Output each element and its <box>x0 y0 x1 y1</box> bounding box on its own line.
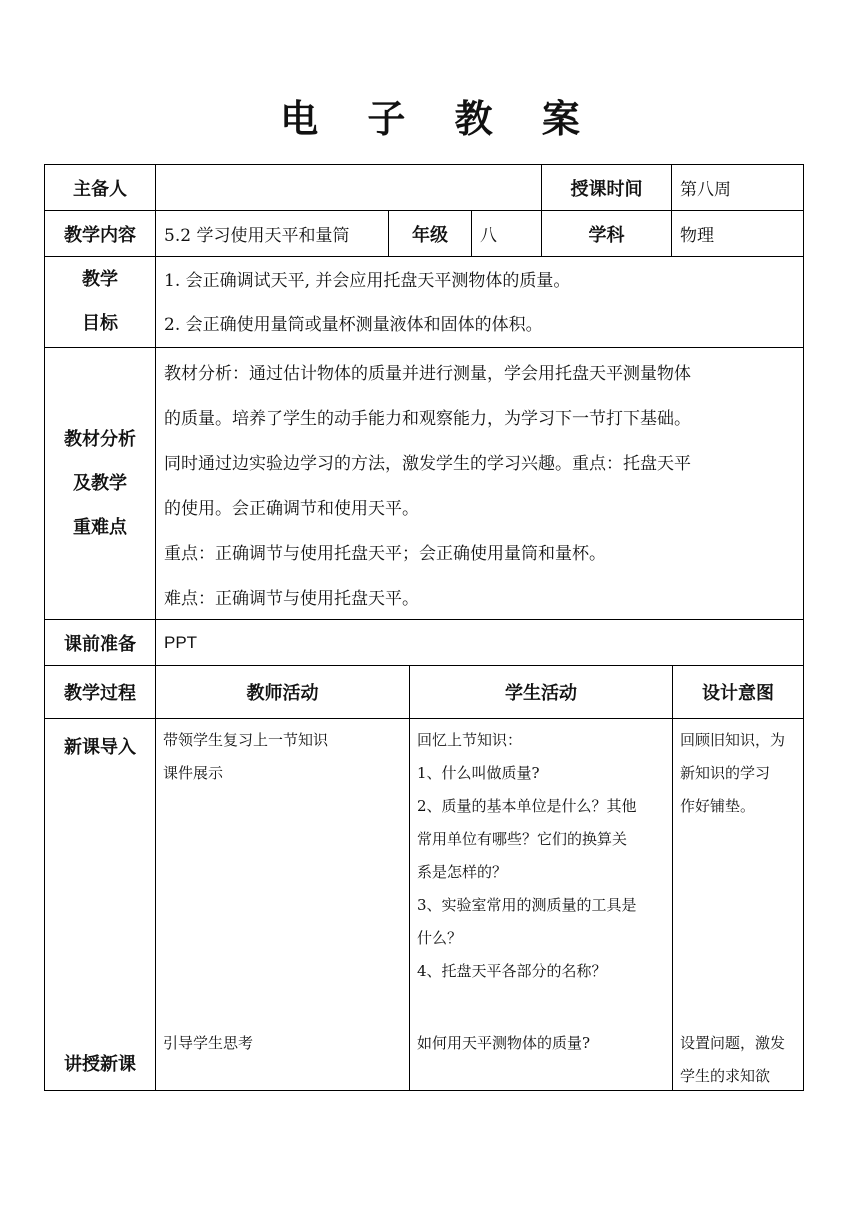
content-value: 5.2 学习使用天平和量筒 <box>155 210 389 257</box>
process-header-label: 教学过程 <box>44 665 156 719</box>
intro-stage-label: 新课导入 <box>64 737 136 758</box>
intro-teacher <box>155 718 410 790</box>
intro-intent-line: 回顾旧知识，为 <box>680 731 786 749</box>
new-teacher <box>155 1021 410 1060</box>
new-intent-line: 学生的求知欲 <box>680 1067 771 1085</box>
analysis-line: 教材分析：通过估计物体的质量并进行测量，学会用托盘天平测量物体 <box>164 364 691 384</box>
prep-label: 课前准备 <box>44 619 156 666</box>
new-intent-line: 设置问题，激发 <box>680 1034 786 1052</box>
intro-intent-line: 作好铺垫。 <box>680 797 756 815</box>
analysis-line: 的质量。培养了学生的动手能力和观察能力，为学习下一节打下基础。 <box>164 409 691 429</box>
prep-value: PPT <box>155 619 804 666</box>
intro-student-line: 2、质量的基本单位是什么？其他 <box>417 797 637 815</box>
analysis-label-line3: 重难点 <box>73 516 127 538</box>
student-activity-header: 学生活动 <box>409 665 673 719</box>
time-value: 第八周 <box>671 164 804 211</box>
intro-student-line: 1、什么叫做质量? <box>417 764 540 782</box>
intro-student-line: 3、实验室常用的测质量的工具是 <box>417 896 637 914</box>
grade-value: 八 <box>471 210 542 257</box>
new-student-line: 如何用天平测物体的质量? <box>417 1034 591 1052</box>
analysis-line: 重点：正确调节与使用托盘天平；会正确使用量筒和量杯。 <box>164 544 606 564</box>
analysis-line: 的使用。会正确调节和使用天平。 <box>164 499 419 519</box>
subject-value: 物理 <box>671 210 804 257</box>
analysis-label <box>44 347 156 620</box>
intro-student-line: 常用单位有哪些？它们的换算关 <box>417 830 628 848</box>
intro-teacher-line: 课件展示 <box>163 764 224 782</box>
goals-label-line2: 目标 <box>82 313 118 334</box>
analysis-label-line2: 及教学 <box>73 472 127 494</box>
design-intent-header: 设计意图 <box>672 665 804 719</box>
analysis-content <box>155 347 804 620</box>
process-stage-column <box>44 718 156 1091</box>
page-title: 电 子 教 案 <box>280 97 598 141</box>
intro-intent <box>672 718 804 823</box>
intro-intent-line: 新知识的学习 <box>680 764 771 782</box>
goals-label <box>44 256 156 348</box>
time-label: 授课时间 <box>541 164 672 211</box>
preparer-label: 主备人 <box>44 164 156 211</box>
new-teacher-line: 引导学生思考 <box>163 1034 254 1052</box>
intro-teacher-line: 带领学生复习上一节知识 <box>163 731 329 749</box>
content-label: 教学内容 <box>44 210 156 257</box>
goals-label-line1: 教学 <box>82 269 118 290</box>
goals-content <box>155 256 804 348</box>
intro-student-line: 系是怎样的？ <box>417 863 508 881</box>
new-stage-label: 讲授新课 <box>64 1054 136 1075</box>
new-student <box>409 1021 673 1060</box>
teacher-activity-header: 教师活动 <box>155 665 410 719</box>
goal-item: 2. 会正确使用量筒或量杯测量液体和固体的体积。 <box>164 315 543 335</box>
subject-label: 学科 <box>541 210 672 257</box>
intro-student-line: 回忆上节知识： <box>417 731 523 749</box>
analysis-label-line1: 教材分析 <box>64 428 136 450</box>
analysis-line: 难点：正确调节与使用托盘天平。 <box>164 589 419 609</box>
grade-label: 年级 <box>388 210 472 257</box>
preparer-value <box>155 164 542 211</box>
analysis-line: 同时通过边实验边学习的方法，激发学生的学习兴趣。重点：托盘天平 <box>164 454 691 474</box>
intro-student-line: 什么？ <box>417 929 463 947</box>
new-intent <box>672 1021 804 1093</box>
intro-student <box>409 718 673 988</box>
goal-item: 1. 会正确调试天平, 并会应用托盘天平测物体的质量。 <box>164 271 571 291</box>
intro-student-line: 4、托盘天平各部分的名称？ <box>417 962 607 980</box>
